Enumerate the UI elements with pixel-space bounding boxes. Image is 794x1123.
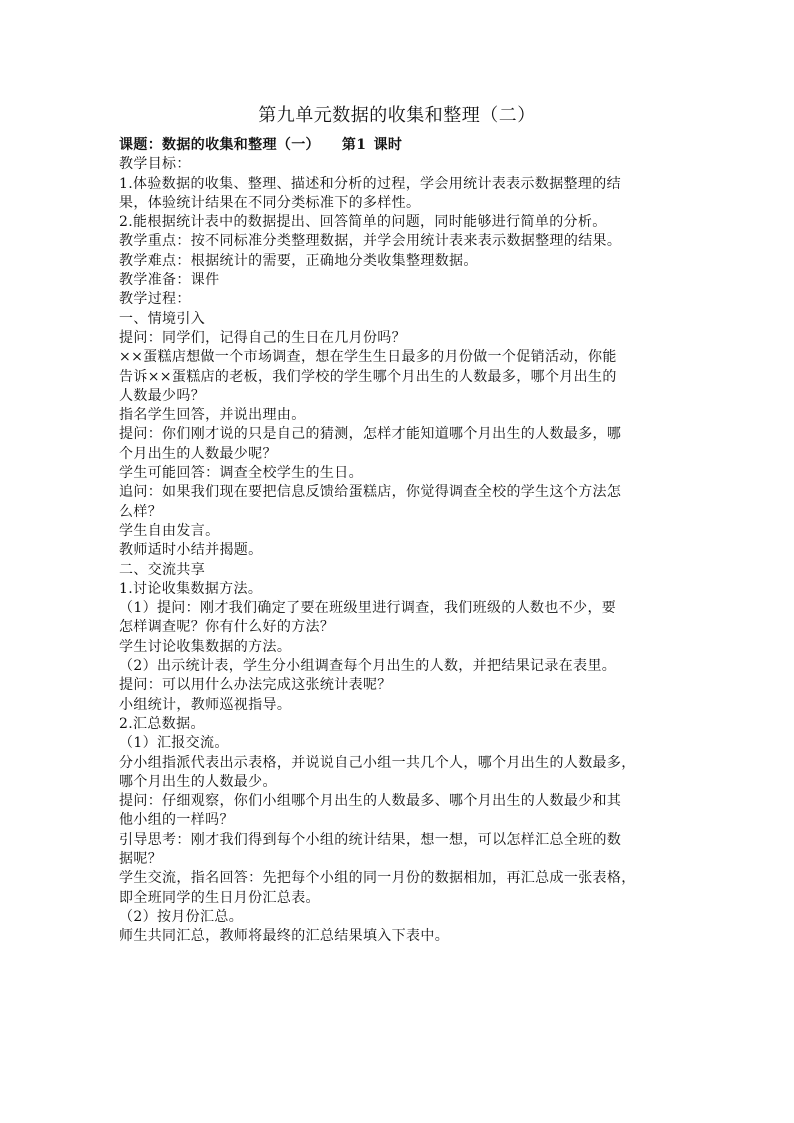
lesson-period: 第1 课时 [341,137,403,153]
objective-2: 2.能根据统计表中的数据提出、回答简单的问题，同时能够进行简单的分析。 [119,214,607,231]
objective-1-line-2: 果，体验统计结果在不同分类标准下的多样性。 [119,194,421,211]
group-statistics: 小组统计，教师巡视指导。 [119,696,292,713]
guess-question-line-2: 个月出生的人数最少呢？ [119,445,277,462]
final-summary-instruction: 师生共同汇总，教师将最终的汇总结果填入下表中。 [119,928,450,945]
scenario-line-2: 告诉××蛋糕店的老板，我们学校的学生哪个月出生的人数最多，哪个月出生的 [119,368,617,385]
possible-answer: 学生可能回答：调查全校学生的生日。 [119,465,363,482]
section-2-heading: 二、交流共享 [119,561,206,578]
guided-thinking-line-2: 据呢？ [119,850,163,867]
lesson-topic: 课题：数据的收集和整理（一） [119,137,320,153]
key-point: 教学重点：按不同标准分类整理数据，并学会用统计表来表示数据整理的结果。 [119,233,622,250]
section-1-heading: 一、情境引入 [119,310,206,327]
teaching-preparation: 教学准备：课件 [119,272,220,289]
objectives-heading: 教学目标： [119,156,191,173]
intro-question: 提问：同学们，记得自己的生日在几月份吗？ [119,329,406,346]
comparison-question-line-2: 他小组的一样吗？ [119,812,234,829]
show-table-instruction: （2）出示统计表，学生分小组调查每个月出生的人数，并把结果记录在表里。 [119,658,617,675]
student-exchange-line-1: 学生交流，指名回答：先把每个小组的同一月份的数据相加，再汇总成一张表格， [119,870,636,887]
difficult-point: 教学难点：根据统计的需要，正确地分类收集整理数据。 [119,252,478,269]
monthly-summary-heading: （2）按月份汇总。 [119,908,244,925]
table-completion-question: 提问：可以用什么办法完成这张统计表呢？ [119,677,392,694]
teacher-summary: 教师适时小结并揭题。 [119,542,263,559]
method-discussion: 学生讨论收集数据的方法。 [119,638,292,655]
lesson-heading [119,136,679,155]
scenario-line-3: 人数最少吗？ [119,387,206,404]
report-heading: （1）汇报交流。 [119,735,229,752]
method-question-line-1: （1）提问：刚才我们确定了要在班级里进行调查，我们班级的人数也不少，要 [119,600,617,617]
group-report-line-1: 分小组指派代表出示表格，并说说自己小组一共几个人，哪个月出生的人数最多， [119,754,636,771]
student-exchange-line-2: 即全班同学的生日月份汇总表。 [119,889,320,906]
group-report-line-2: 哪个月出生的人数最少。 [119,773,277,790]
document-title: 第九单元数据的收集和整理（二） [258,105,536,126]
teaching-process-heading: 教学过程： [119,291,191,308]
document-body [119,136,679,946]
scenario-line-1: ××蛋糕店想做一个市场调查，想在学生生日最多的月份做一个促销活动，你能 [119,349,617,366]
follow-up-question-line-2: 么样？ [119,503,163,520]
method-question-line-2: 怎样调查呢？你有什么好的方法？ [119,619,335,636]
objective-1-line-1: 1.体验数据的收集、整理、描述和分析的过程，学会用统计表表示数据整理的结 [119,175,621,192]
free-discussion: 学生自由发言。 [119,522,220,539]
guided-thinking-line-1: 引导思考：刚才我们得到每个小组的统计结果，想一想，可以怎样汇总全班的数 [119,831,622,848]
guess-question-line-1: 提问：你们刚才说的只是自己的猜测，怎样才能知道哪个月出生的人数最多，哪 [119,426,622,443]
follow-up-question-line-1: 追问：如果我们现在要把信息反馈给蛋糕店，你觉得调查全校的学生这个方法怎 [119,484,622,501]
summary-data-heading: 2.汇总数据。 [119,715,205,732]
comparison-question-line-1: 提问：仔细观察，你们小组哪个月出生的人数最多、哪个月出生的人数最少和其 [119,793,622,810]
student-answer-instruction: 指名学生回答，并说出理由。 [119,407,306,424]
discussion-method-heading: 1.讨论收集数据方法。 [119,580,263,597]
